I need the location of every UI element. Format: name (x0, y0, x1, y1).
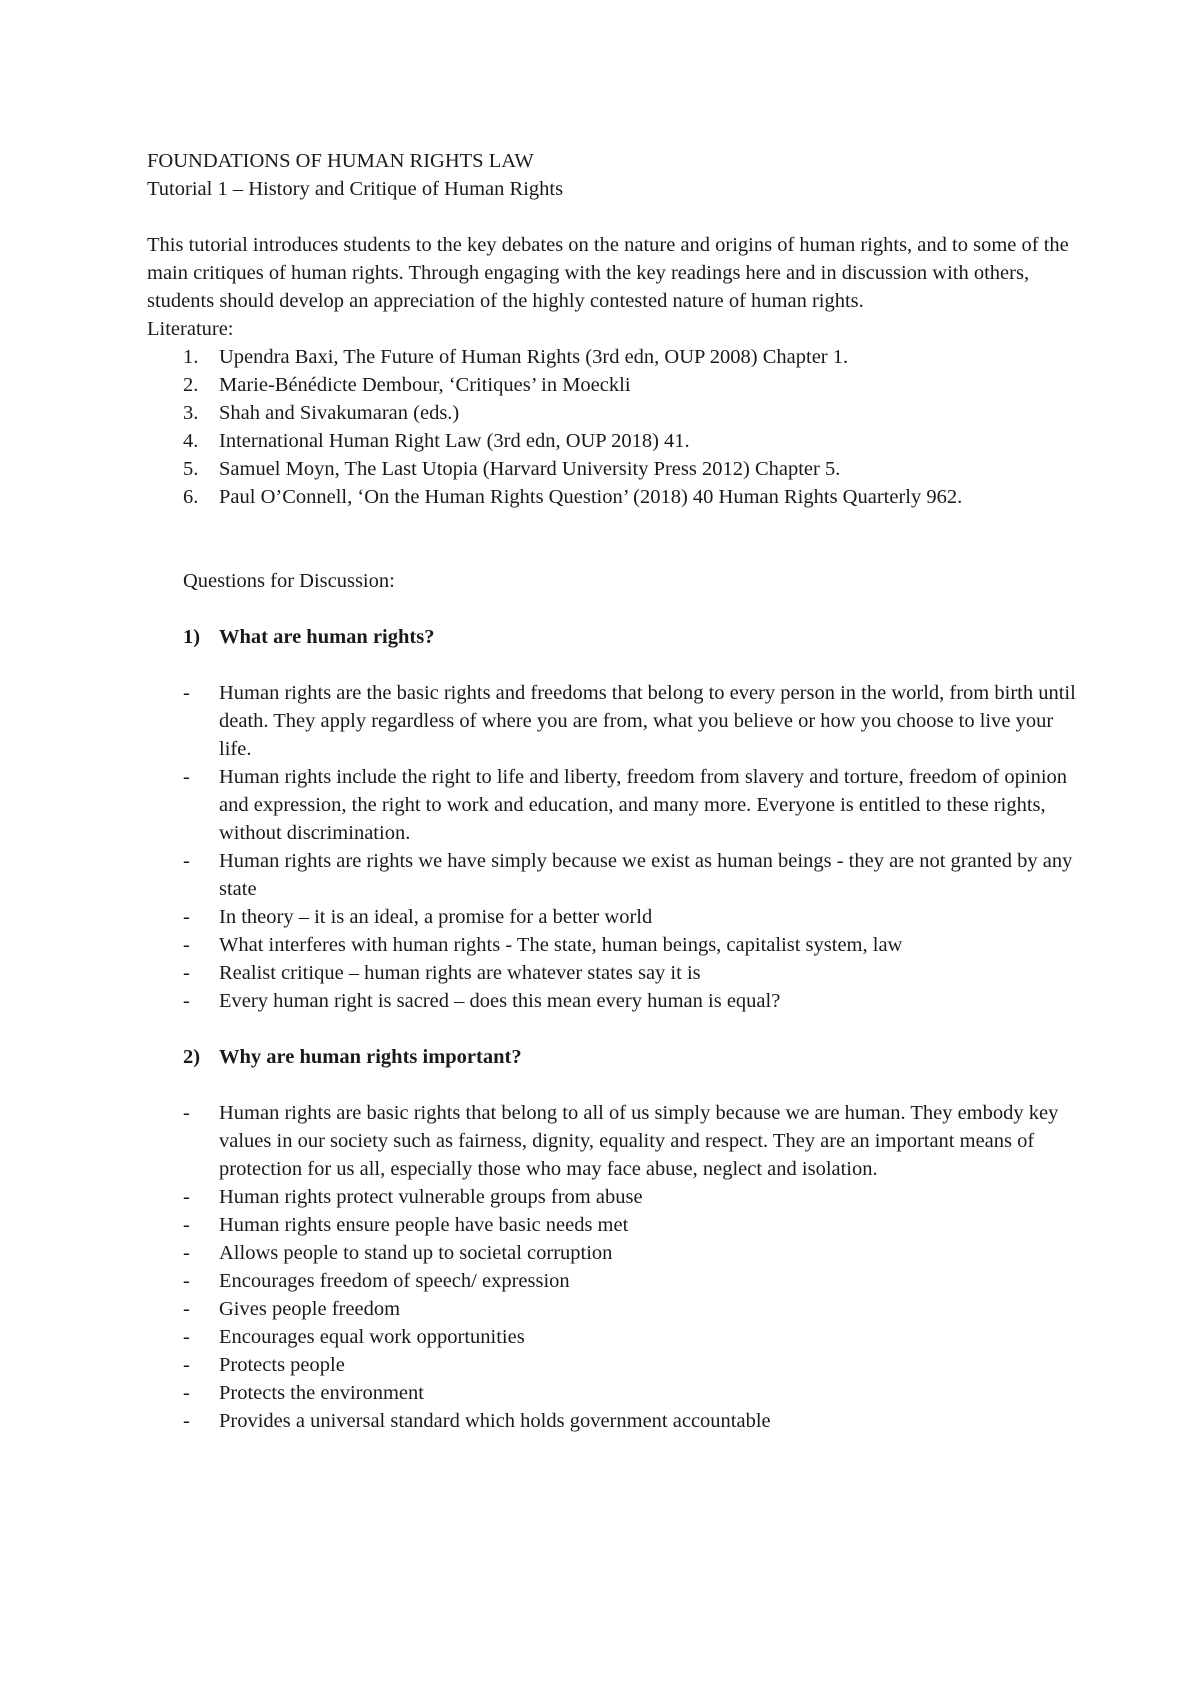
list-item (147, 847, 1077, 903)
dash-bullet: - (183, 1298, 190, 1320)
dash-bullet: - (183, 1242, 190, 1264)
dash-bullet: - (183, 1326, 190, 1348)
question-number: 2) (183, 1046, 201, 1068)
list-item-text: Human rights are rights we have simply because we exist as human beings - they are not granted by any state (219, 850, 1073, 900)
list-item (147, 931, 1077, 959)
dash-bullet: - (183, 1186, 190, 1208)
dash-bullet: - (183, 1214, 190, 1236)
spacer (147, 1015, 1077, 1043)
list-item (147, 959, 1077, 987)
spacer (147, 651, 1077, 679)
list-item (147, 903, 1077, 931)
list-item (147, 1379, 1077, 1407)
literature-item (147, 399, 1077, 427)
literature-item (147, 427, 1077, 455)
question-heading-2 (147, 1043, 1077, 1071)
intro-paragraph: This tutorial introduces students to the key debates on the nature and origins of human rights, and to some of the main critiques of human rights. Through engaging with the key readings here and in discussion with others, students should develop an appreciation of the highly contested nature of human rights. (147, 234, 1069, 312)
document-subtitle: Tutorial 1 – History and Critique of Human Rights (147, 178, 564, 200)
dash-bullet: - (183, 962, 190, 984)
list-item-text: In theory – it is an ideal, a promise for a better world (219, 906, 653, 928)
literature-item (147, 343, 1077, 371)
dash-bullet: - (183, 850, 190, 872)
literature-item-number: 5. (183, 458, 199, 480)
list-item (147, 1267, 1077, 1295)
literature-item-number: 3. (183, 402, 199, 424)
list-item (147, 1407, 1077, 1435)
literature-list (147, 343, 1077, 511)
spacer (147, 511, 1077, 539)
literature-item-text: Samuel Moyn, The Last Utopia (Harvard University Press 2012) Chapter 5. (219, 458, 841, 480)
list-item-text: What interferes with human rights - The state, human beings, capitalist system, law (219, 934, 903, 956)
dash-bullet: - (183, 1102, 190, 1124)
list-item-text: Protects the environment (219, 1382, 424, 1404)
literature-item-number: 6. (183, 486, 199, 508)
question-heading-1 (147, 623, 1077, 651)
list-item-text: Realist critique – human rights are whatever states say it is (219, 962, 701, 984)
literature-label: Literature: (147, 318, 234, 340)
literature-item-text: Shah and Sivakumaran (eds.) (219, 402, 460, 424)
literature-item-number: 4. (183, 430, 199, 452)
list-item (147, 1099, 1077, 1183)
list-item (147, 1183, 1077, 1211)
dash-bullet: - (183, 934, 190, 956)
literature-item-number: 1. (183, 346, 199, 368)
list-item-text: Human rights are the basic rights and freedoms that belong to every person in the world, from birth until death. They apply regardless of where you are from, what you believe or how you choose to live your life. (219, 682, 1076, 760)
list-item (147, 1323, 1077, 1351)
list-item-text: Human rights are basic rights that belong to all of us simply because we are human. They embody key values in our society such as fairness, dignity, equality and respect. They are an important means of protection for us all, especially those who may face abuse, neglect and isolation. (219, 1102, 1059, 1180)
document-title: FOUNDATIONS OF HUMAN RIGHTS LAW (147, 150, 534, 172)
document-page (147, 147, 1077, 1435)
list-item (147, 763, 1077, 847)
spacer (147, 595, 1077, 623)
list-item (147, 1239, 1077, 1267)
list-item-text: Every human right is sacred – does this mean every human is equal? (219, 990, 781, 1012)
literature-item (147, 483, 1077, 511)
literature-item (147, 455, 1077, 483)
dash-bullet: - (183, 766, 190, 788)
literature-item (147, 371, 1077, 399)
dash-bullet: - (183, 1382, 190, 1404)
dash-bullet: - (183, 906, 190, 928)
list-item-text: Provides a universal standard which holds government accountable (219, 1410, 771, 1432)
list-item (147, 679, 1077, 763)
dash-bullet: - (183, 1270, 190, 1292)
list-item (147, 987, 1077, 1015)
list-item-text: Encourages freedom of speech/ expression (219, 1270, 570, 1292)
list-item-text: Protects people (219, 1354, 345, 1376)
list-item-text: Human rights include the right to life and liberty, freedom from slavery and torture, freedom of opinion and expression, the right to work and education, and many more. Everyone is entitled to these rights, without discrimination. (219, 766, 1068, 844)
question-title: Why are human rights important? (219, 1046, 522, 1068)
spacer (147, 1071, 1077, 1099)
list-item-text: Gives people freedom (219, 1298, 401, 1320)
list-item-text: Allows people to stand up to societal corruption (219, 1242, 613, 1264)
list-item (147, 1295, 1077, 1323)
literature-item-text: International Human Right Law (3rd edn, OUP 2018) 41. (219, 430, 690, 452)
list-item (147, 1211, 1077, 1239)
list-item-text: Human rights protect vulnerable groups from abuse (219, 1186, 643, 1208)
question-number: 1) (183, 626, 201, 648)
spacer (147, 203, 1077, 231)
spacer (147, 539, 1077, 567)
literature-item-number: 2. (183, 374, 199, 396)
questions-label: Questions for Discussion: (183, 570, 395, 592)
question-2-points (147, 1099, 1077, 1435)
dash-bullet: - (183, 990, 190, 1012)
question-title: What are human rights? (219, 626, 435, 648)
dash-bullet: - (183, 1354, 190, 1376)
question-1-points (147, 679, 1077, 1015)
literature-item-text: Upendra Baxi, The Future of Human Rights (3rd edn, OUP 2008) Chapter 1. (219, 346, 849, 368)
literature-item-text: Paul O’Connell, ‘On the Human Rights Question’ (2018) 40 Human Rights Quarterly 962. (219, 486, 963, 508)
list-item-text: Encourages equal work opportunities (219, 1326, 525, 1348)
list-item (147, 1351, 1077, 1379)
dash-bullet: - (183, 1410, 190, 1432)
list-item-text: Human rights ensure people have basic needs met (219, 1214, 629, 1236)
dash-bullet: - (183, 682, 190, 704)
literature-item-text: Marie-Bénédicte Dembour, ‘Critiques’ in Moeckli (219, 374, 631, 396)
